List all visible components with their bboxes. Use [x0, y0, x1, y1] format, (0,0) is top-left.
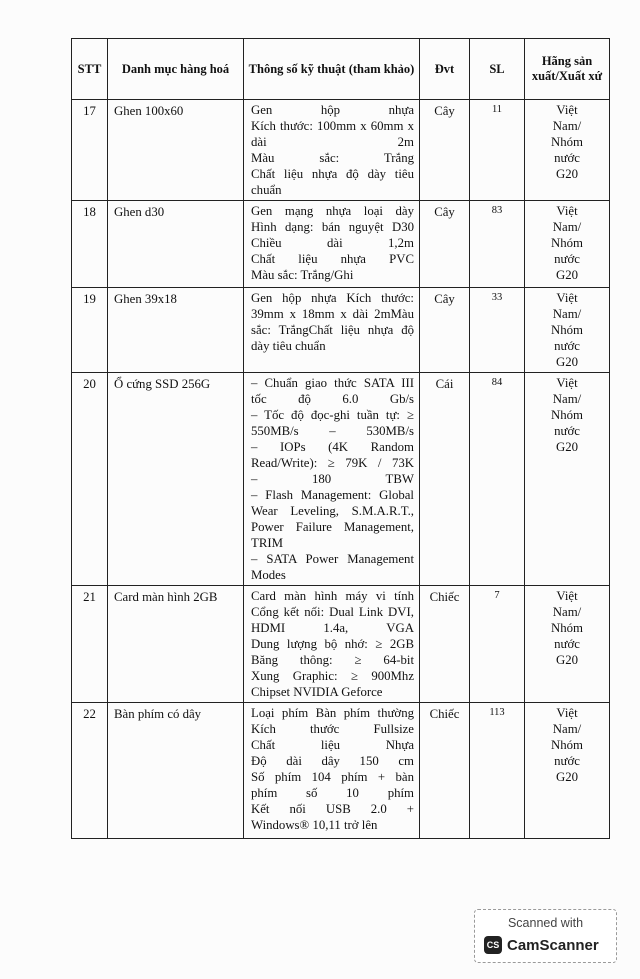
origin-line: Việt	[556, 291, 578, 305]
table-body	[72, 100, 610, 839]
table-row	[72, 100, 610, 201]
spec-line: Power Failure Management,	[251, 520, 414, 534]
spec-line: – Flash Management: Global	[251, 488, 414, 502]
cell-origin	[525, 373, 610, 586]
spec-line: – Chuẩn giao thức SATA III	[251, 376, 414, 390]
origin-line: Nam/	[552, 605, 582, 619]
header-origin: Hãng sản xuất/Xuất xứ	[525, 39, 610, 100]
origin-line: G20	[555, 440, 579, 454]
origin-line: G20	[555, 268, 579, 282]
cell-unit: Chiếc	[420, 586, 470, 703]
cell-spec	[244, 703, 420, 839]
camscanner-watermark	[474, 909, 617, 963]
spec-line: Hình dạng: bán nguyệt D30	[251, 220, 414, 234]
origin-line: Nhóm	[551, 135, 583, 149]
origin-line: Việt	[556, 589, 578, 603]
cell-unit: Cái	[420, 373, 470, 586]
table-row	[72, 373, 610, 586]
header-unit: Đvt	[420, 39, 470, 100]
origin-line: Nam/	[552, 307, 582, 321]
table-row	[72, 201, 610, 288]
origin-line: nước	[554, 252, 580, 266]
spec-line: – 180 TBW	[251, 472, 414, 486]
cell-stt: 19	[72, 288, 108, 373]
cell-unit: Cây	[420, 100, 470, 201]
origin-line: Nam/	[552, 119, 582, 133]
camscanner-logo-icon: CS	[484, 936, 502, 954]
watermark-brand-name: CamScanner	[507, 936, 599, 954]
watermark-brand-row	[484, 935, 599, 955]
origin-line: nước	[554, 754, 580, 768]
cell-spec	[244, 586, 420, 703]
spec-line: Màu sắc: Trắng/Ghi	[251, 268, 354, 282]
origin-line: Nhóm	[551, 621, 583, 635]
spec-line: – IOPs (4K Random	[251, 440, 414, 454]
cell-spec	[244, 100, 420, 201]
spec-line: Số phím 104 phím + bàn	[251, 770, 414, 784]
cell-stt: 18	[72, 201, 108, 288]
cell-origin	[525, 703, 610, 839]
goods-table	[71, 38, 610, 839]
spec-line: TRIM	[251, 536, 283, 550]
spec-line: 39mm x 18mm x dài 2mMàu	[251, 307, 414, 321]
cell-stt: 17	[72, 100, 108, 201]
spec-line: Băng thông: ≥ 64-bit	[251, 653, 414, 667]
origin-line: Nam/	[552, 392, 582, 406]
cell-origin	[525, 201, 610, 288]
spec-line: 550MB/s – 530MB/s	[251, 424, 414, 438]
origin-line: G20	[555, 653, 579, 667]
cell-name: Ghen 100x60	[108, 100, 244, 201]
cell-unit: Cây	[420, 201, 470, 288]
spec-line: tốc độ 6.0 Gb/s	[251, 392, 414, 406]
spec-line: Gen hộp nhựa Kích thước:	[251, 291, 414, 305]
cell-name: Ghen 39x18	[108, 288, 244, 373]
spec-line: Kích thước: 100mm x 60mm x	[251, 119, 414, 133]
cell-spec	[244, 288, 420, 373]
origin-line: G20	[555, 355, 579, 369]
spec-line: Dung lượng bộ nhớ: ≥ 2GB	[251, 637, 414, 651]
spec-line: Chất liệu nhựa độ dày tiêu	[251, 167, 414, 181]
cell-name: Bàn phím có dây	[108, 703, 244, 839]
table-row	[72, 586, 610, 703]
spec-line: Chiều dài 1,2m	[251, 236, 414, 250]
cell-unit: Chiếc	[420, 703, 470, 839]
spec-line: Gen hộp nhựa	[251, 103, 414, 117]
spec-line: Độ dài dây 150 cm	[251, 754, 414, 768]
cell-spec	[244, 373, 420, 586]
cell-stt: 21	[72, 586, 108, 703]
spec-line: phím số 10 phím	[251, 786, 414, 800]
origin-line: Việt	[556, 103, 578, 117]
table-header-row	[72, 39, 610, 100]
origin-line: nước	[554, 339, 580, 353]
cell-origin	[525, 288, 610, 373]
origin-line: Nhóm	[551, 236, 583, 250]
cell-name: Card màn hình 2GB	[108, 586, 244, 703]
spec-line: dày tiêu chuẩn	[251, 339, 326, 353]
origin-line: Nhóm	[551, 323, 583, 337]
spec-line: Loại phím Bàn phím thường	[251, 706, 414, 720]
spec-line: Wear Leveling, S.M.A.R.T.,	[251, 504, 414, 518]
spec-line: Xung Graphic: ≥ 900Mhz	[251, 669, 414, 683]
spec-line: Màu sắc: Trắng	[251, 151, 414, 165]
cell-stt: 22	[72, 703, 108, 839]
cell-origin	[525, 100, 610, 201]
spec-line: Card màn hình máy vi tính	[251, 589, 414, 603]
spec-line: dài 2m	[251, 135, 414, 149]
spec-line: Cổng kết nối: Dual Link DVI,	[251, 605, 414, 619]
cell-name: Ổ cứng SSD 256G	[108, 373, 244, 586]
spec-line: sắc: TrắngChất liệu nhựa độ	[251, 323, 414, 337]
origin-line: G20	[555, 167, 579, 181]
spec-line: Modes	[251, 568, 286, 582]
spec-line: Chipset NVIDIA Geforce	[251, 685, 383, 699]
cell-origin	[525, 586, 610, 703]
spec-line: Gen mạng nhựa loại dày	[251, 204, 414, 218]
cell-name: Ghen d30	[108, 201, 244, 288]
cell-qty: 11	[470, 100, 525, 201]
origin-line: Việt	[556, 706, 578, 720]
cell-qty: 84	[470, 373, 525, 586]
header-qty: SL	[470, 39, 525, 100]
origin-line: Việt	[556, 204, 578, 218]
cell-qty: 83	[470, 201, 525, 288]
spec-line: Kích thước Fullsize	[251, 722, 414, 736]
origin-line: Việt	[556, 376, 578, 390]
spec-line: Chất liệu Nhựa	[251, 738, 414, 752]
origin-line: Nhóm	[551, 738, 583, 752]
spec-line: Kết nối USB 2.0 +	[251, 802, 414, 816]
spec-line: Chất liệu nhựa PVC	[251, 252, 414, 266]
cell-spec	[244, 201, 420, 288]
origin-line: Nam/	[552, 722, 582, 736]
cell-qty: 33	[470, 288, 525, 373]
watermark-caption: Scanned with	[507, 916, 584, 930]
spec-line: chuẩn	[251, 183, 282, 197]
table-row	[72, 703, 610, 839]
origin-line: nước	[554, 637, 580, 651]
cell-qty: 113	[470, 703, 525, 839]
origin-line: nước	[554, 424, 580, 438]
table-row	[72, 288, 610, 373]
header-spec: Thông số kỹ thuật (tham khảo)	[244, 39, 420, 100]
cell-stt: 20	[72, 373, 108, 586]
header-stt: STT	[72, 39, 108, 100]
spec-line: – SATA Power Management	[251, 552, 414, 566]
spec-line: Read/Write): ≥ 79K / 73K	[251, 456, 414, 470]
origin-line: G20	[555, 770, 579, 784]
spec-line: HDMI 1.4a, VGA	[251, 621, 414, 635]
origin-line: Nhóm	[551, 408, 583, 422]
spec-line: – Tốc độ đọc-ghi tuần tự: ≥	[251, 408, 414, 422]
origin-line: nước	[554, 151, 580, 165]
origin-line: Nam/	[552, 220, 582, 234]
spec-line: Windows® 10,11 trở lên	[251, 818, 378, 832]
header-name: Danh mục hàng hoá	[108, 39, 244, 100]
cell-unit: Cây	[420, 288, 470, 373]
cell-qty: 7	[470, 586, 525, 703]
